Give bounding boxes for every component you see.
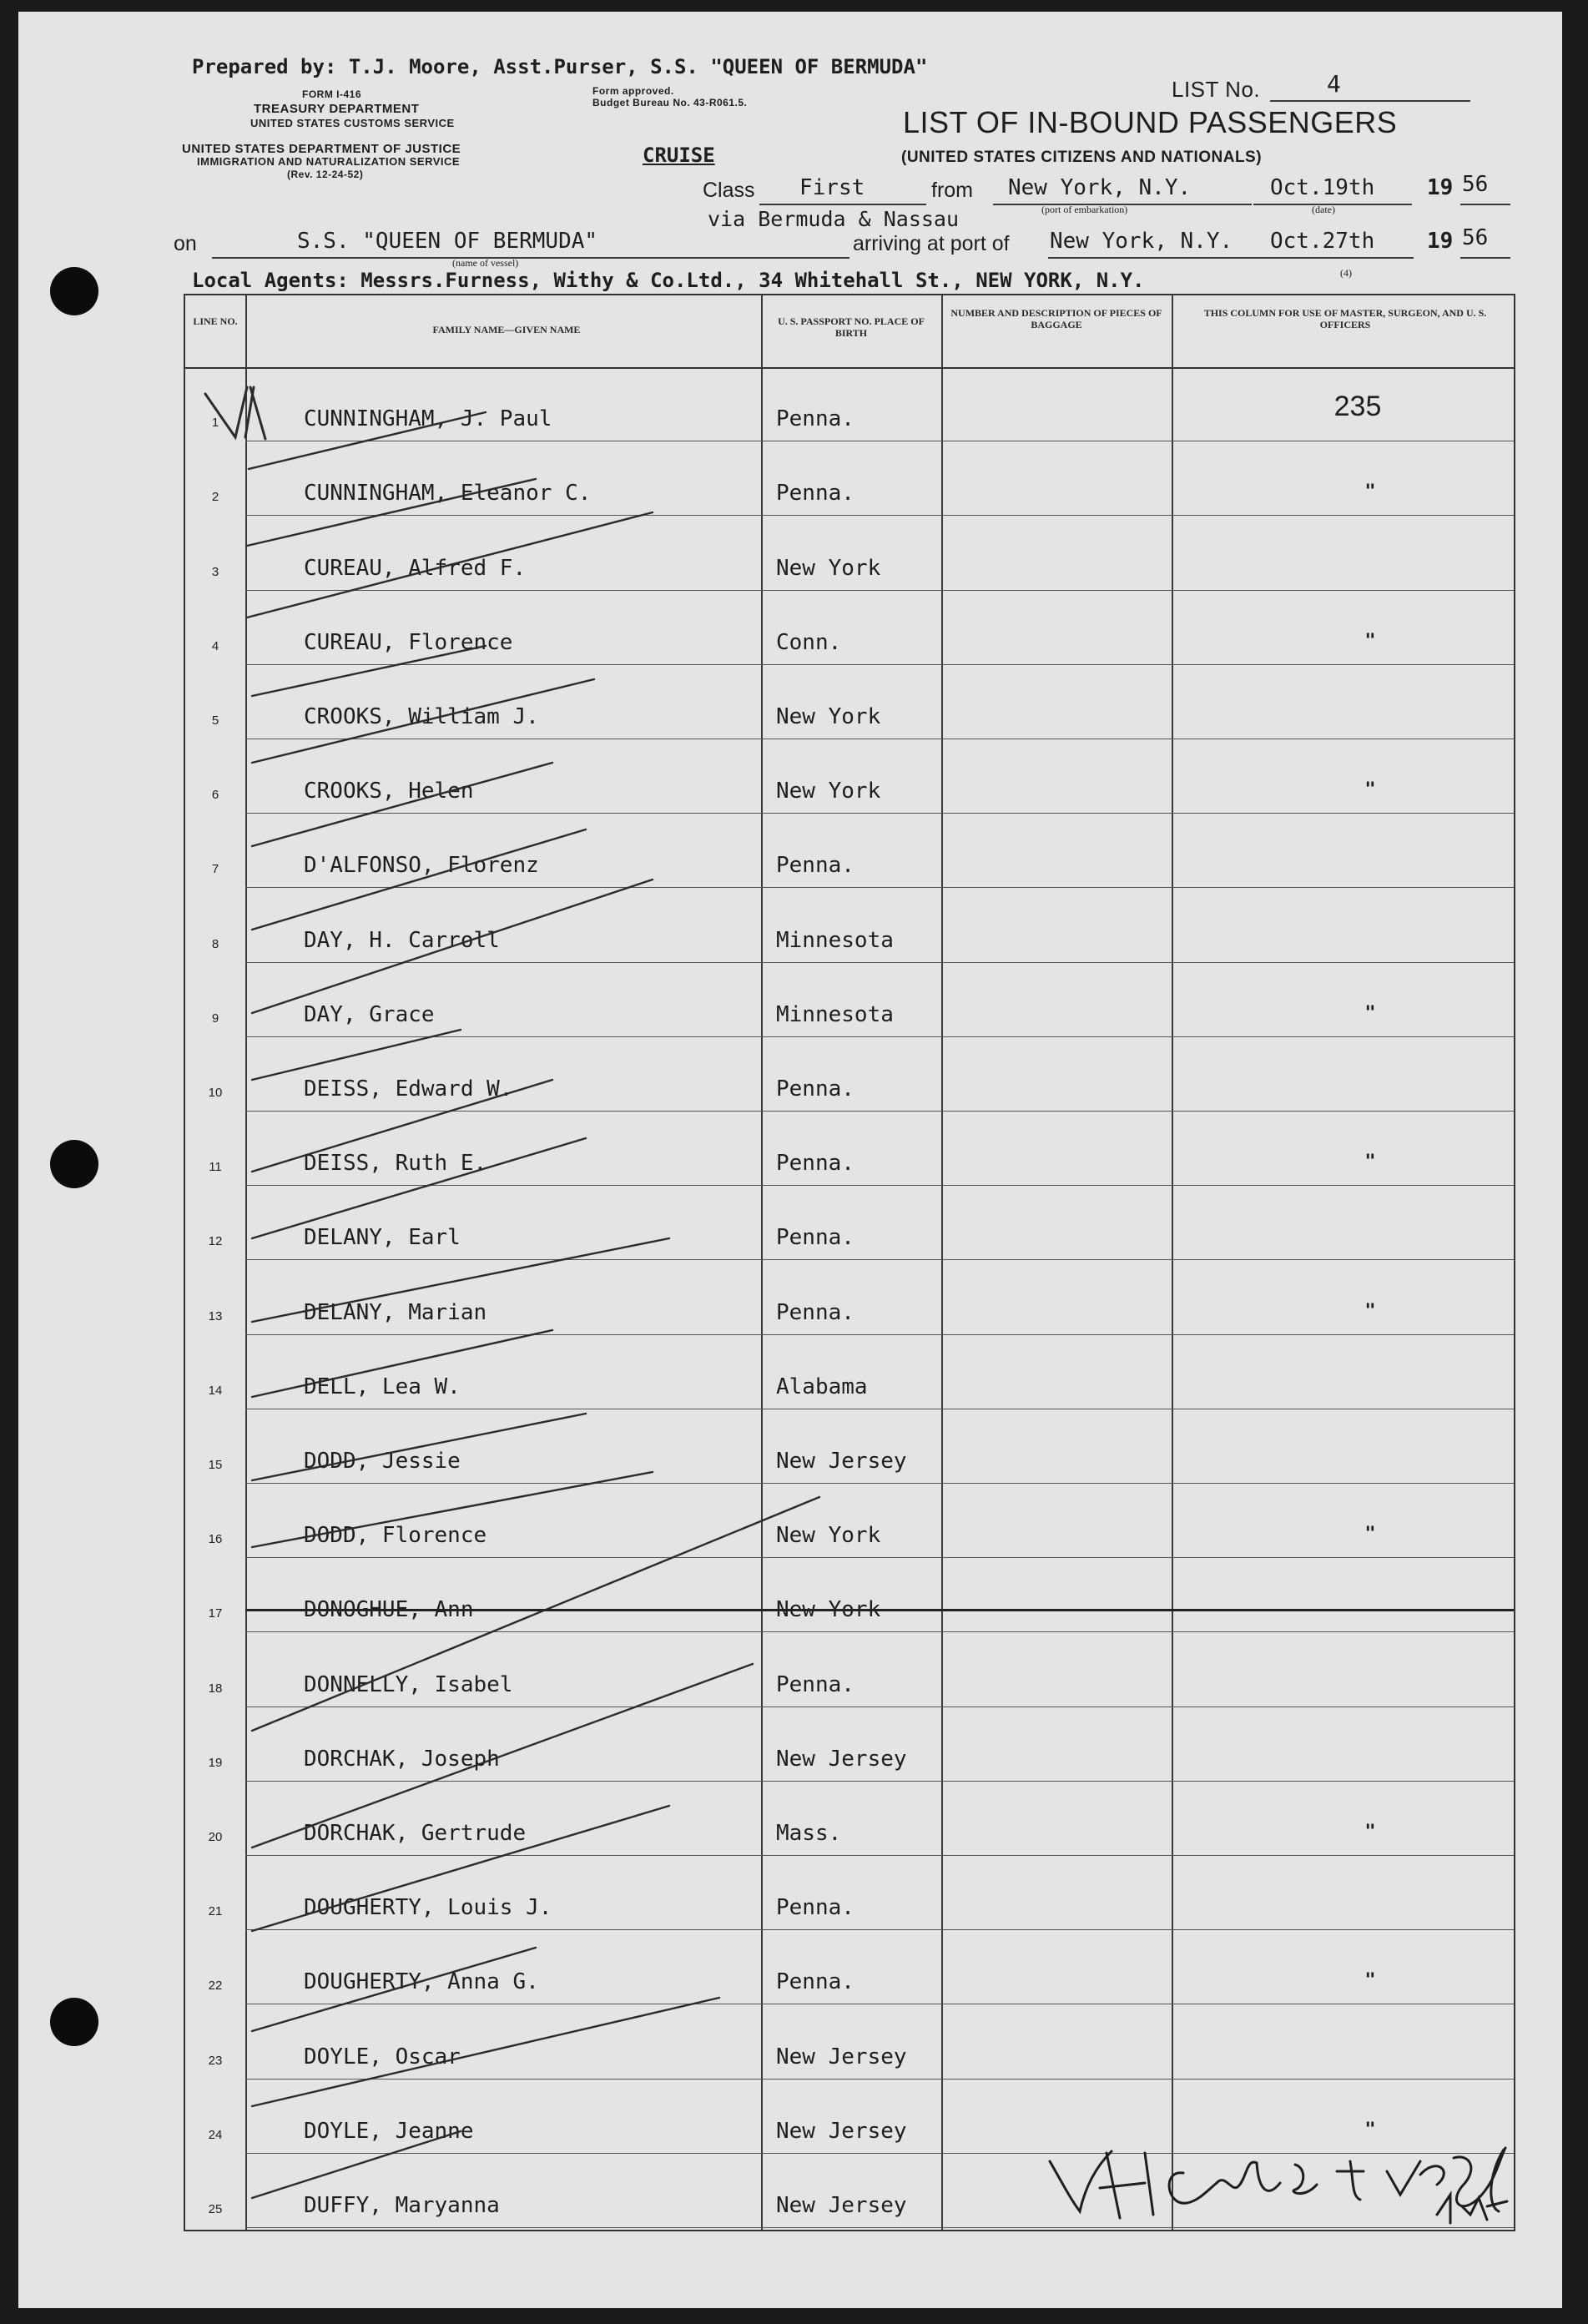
birth-place: Penna. — [776, 1225, 854, 1251]
birth-place: New York — [776, 1523, 881, 1549]
vessel-underline — [212, 257, 849, 259]
embarkation-year: 56 — [1462, 172, 1489, 197]
passenger-name: DORCHAK, Gertrude — [304, 1820, 527, 1846]
list-no-value: 4 — [1327, 70, 1341, 98]
passenger-name: DONNELLY, Isabel — [304, 1671, 513, 1697]
punch-hole-top — [50, 267, 98, 315]
passenger-name: CROOKS, William J. — [304, 703, 539, 729]
list-no-underline — [1270, 100, 1470, 102]
line-number: 21 — [208, 1904, 223, 1919]
line-number: 17 — [208, 1606, 223, 1621]
line-number: 25 — [208, 2201, 223, 2216]
document-subtitle: (UNITED STATES CITIZENS AND NATIONALS) — [901, 149, 1263, 166]
arrival-port: New York, N.Y. — [1050, 229, 1233, 254]
line-number: 2 — [211, 490, 219, 505]
passenger-name: DOUGHERTY, Louis J. — [304, 1895, 552, 1921]
inspector-signature — [1050, 2148, 1507, 2223]
class-underline — [759, 204, 926, 205]
local-agents: Local Agents: Messrs.Furness, Withy & Co.Ltd., 34 Whitehall St., NEW YORK, N.Y. — [192, 269, 1145, 292]
year-prefix: 19 — [1427, 175, 1454, 200]
passenger-table — [184, 294, 1515, 2231]
passenger-name: DODD, Jessie — [304, 1448, 461, 1474]
line-number: 5 — [211, 713, 219, 728]
header-officers: THIS COLUMN FOR USE OF MASTER, SURGEON, AND U. S. OFFICERS — [1203, 307, 1487, 330]
arrival-date: Oct.27th — [1270, 229, 1375, 254]
birth-place: New York — [776, 555, 881, 581]
justice-department: UNITED STATES DEPARTMENT OF JUSTICE — [182, 142, 461, 156]
birth-place: Penna. — [776, 1895, 854, 1921]
birth-place: Penna. — [776, 1076, 854, 1102]
header-name: FAMILY NAME—GIVEN NAME — [432, 324, 581, 335]
birth-place: New Jersey — [776, 2044, 907, 2069]
prepared-by: Prepared by: T.J. Moore, Asst.Purser, S.S. "QUEEN OF BERMUDA" — [192, 55, 928, 78]
treasury-department: TREASURY DEPARTMENT — [254, 102, 420, 116]
birth-place: Penna. — [776, 406, 854, 432]
passenger-name: CUREAU, Florence — [304, 629, 513, 655]
birth-place: Conn. — [776, 629, 842, 655]
line-number: 14 — [208, 1383, 223, 1398]
line-number: 9 — [211, 1011, 219, 1026]
passenger-name: DUFFY, Maryanna — [304, 2192, 500, 2218]
passenger-name: DOUGHERTY, Anna G. — [304, 1969, 539, 1995]
birth-place: Penna. — [776, 481, 854, 507]
officer-note-ditto: " — [1364, 779, 1376, 801]
passenger-name: DELANY, Marian — [304, 1299, 487, 1325]
line-number: 11 — [209, 1160, 222, 1175]
line-number: 4 — [211, 638, 219, 653]
date-caption: (date) — [1312, 204, 1335, 215]
header-passport: U. S. PASSPORT NO. PLACE OF BIRTH — [778, 315, 925, 339]
on-label: on — [174, 232, 197, 255]
birth-place: New Jersey — [776, 1746, 907, 1772]
birth-place: Minnesota — [776, 1001, 894, 1027]
line-number: 19 — [208, 1755, 223, 1770]
line-number: 23 — [208, 2053, 223, 2068]
passenger-name: DOYLE, Oscar — [304, 2044, 461, 2069]
passenger-name: DOYLE, Jeanne — [304, 2118, 474, 2144]
birth-place: Penna. — [776, 1299, 854, 1325]
birth-place: New Jersey — [776, 1448, 907, 1474]
officer-note-ditto: " — [1364, 1821, 1376, 1843]
officer-note-ditto: " — [1364, 1152, 1376, 1173]
col4-marker: (4) — [1340, 267, 1352, 279]
passenger-name: DELL, Lea W. — [304, 1374, 461, 1399]
line-number: 24 — [208, 2127, 223, 2142]
passenger-name: DORCHAK, Joseph — [304, 1746, 500, 1772]
year-underline — [1460, 204, 1510, 205]
officer-note-ditto: " — [1364, 630, 1376, 652]
birth-place: Mass. — [776, 1820, 842, 1846]
line-number: 3 — [211, 564, 219, 579]
birth-place: Minnesota — [776, 927, 894, 953]
birth-place: Alabama — [776, 1374, 868, 1399]
from-label: from — [931, 179, 973, 202]
officer-note-ditto: " — [1364, 1300, 1376, 1322]
birth-place: New Jersey — [776, 2192, 907, 2218]
birth-place: Penna. — [776, 1969, 854, 1995]
port-caption: (port of embarkation) — [1041, 204, 1128, 215]
form-approved: Form approved. — [592, 85, 674, 97]
officer-note-ditto: " — [1364, 2119, 1376, 2140]
line-number: 10 — [208, 1085, 223, 1100]
birth-place: New Jersey — [776, 2118, 907, 2144]
line-number: 8 — [211, 936, 219, 951]
check-marks — [185, 295, 1514, 2230]
arrival-year: 56 — [1462, 225, 1489, 250]
line-number: 20 — [208, 1829, 223, 1844]
arrival-year-underline — [1460, 257, 1510, 259]
officer-note-number: 235 — [1333, 391, 1382, 423]
passenger-name: DAY, H. Carroll — [304, 927, 500, 953]
vessel-name: S.S. "QUEEN OF BERMUDA" — [297, 229, 598, 254]
line-number: 7 — [211, 862, 219, 877]
line-number: 6 — [211, 788, 219, 803]
arrival-year-prefix: 19 — [1427, 229, 1454, 254]
passenger-name: CUNNINGHAM, J. Paul — [304, 406, 552, 432]
officer-note-ditto: " — [1364, 1970, 1376, 1992]
line-number: 1 — [211, 416, 219, 431]
list-no-label: LIST No. — [1172, 77, 1261, 102]
budget-bureau: Budget Bureau No. 43-R061.5. — [592, 97, 748, 108]
line-number: 16 — [208, 1532, 223, 1547]
passenger-name: DELANY, Earl — [304, 1225, 461, 1251]
class-label: Class — [703, 179, 755, 202]
birth-place: New York — [776, 1597, 881, 1623]
punch-hole-middle — [50, 1140, 98, 1188]
cruise-label: CRUISE — [643, 144, 715, 167]
immigration-service: IMMIGRATION AND NATURALIZATION SERVICE — [197, 155, 461, 168]
line-number: 13 — [208, 1308, 223, 1323]
passenger-name: CROOKS, Helen — [304, 779, 474, 804]
birth-place: Penna. — [776, 1671, 854, 1697]
passenger-name: D'ALFONSO, Florenz — [304, 853, 539, 879]
officer-note-ditto: " — [1364, 1524, 1376, 1545]
passenger-name: DEISS, Edward W. — [304, 1076, 513, 1102]
passenger-name: CUREAU, Alfred F. — [304, 555, 527, 581]
birth-place: Penna. — [776, 1151, 854, 1177]
officer-note-ditto: " — [1364, 481, 1376, 503]
form-number: FORM I-416 — [302, 88, 362, 100]
line-number: 15 — [208, 1457, 223, 1472]
passenger-name: DONOGHUE, Ann — [304, 1597, 474, 1623]
line-number: 12 — [208, 1234, 223, 1249]
via-route: via Bermuda & Nassau — [708, 207, 960, 231]
header-baggage: NUMBER AND DESCRIPTION OF PIECES OF BAGGAGE — [950, 307, 1162, 330]
punch-hole-bottom — [50, 1998, 98, 2046]
passenger-name: DEISS, Ruth E. — [304, 1151, 487, 1177]
manifest-page — [18, 12, 1562, 2308]
embarkation-date: Oct.19th — [1270, 175, 1375, 200]
embarkation-port: New York, N.Y. — [1008, 175, 1192, 200]
line-number: 22 — [208, 1979, 223, 1994]
passenger-name: CUNNINGHAM, Eleanor C. — [304, 481, 592, 507]
document-title: LIST OF IN-BOUND PASSENGERS — [903, 105, 1398, 139]
header-line-no: LINE NO. — [193, 315, 238, 327]
birth-place: Penna. — [776, 853, 854, 879]
passenger-name: DODD, Florence — [304, 1523, 487, 1549]
arrival-underline — [1048, 257, 1414, 259]
line-number: 18 — [208, 1681, 223, 1696]
arriving-label: arriving at port of — [853, 232, 1010, 255]
officer-note-ditto: " — [1364, 1002, 1376, 1024]
birth-place: New York — [776, 703, 881, 729]
customs-service: UNITED STATES CUSTOMS SERVICE — [250, 117, 455, 129]
class-value: First — [799, 175, 865, 200]
passenger-name: DAY, Grace — [304, 1001, 435, 1027]
revision-date: (Rev. 12-24-52) — [287, 169, 364, 180]
birth-place: New York — [776, 779, 881, 804]
vessel-caption: (name of vessel) — [452, 257, 519, 269]
